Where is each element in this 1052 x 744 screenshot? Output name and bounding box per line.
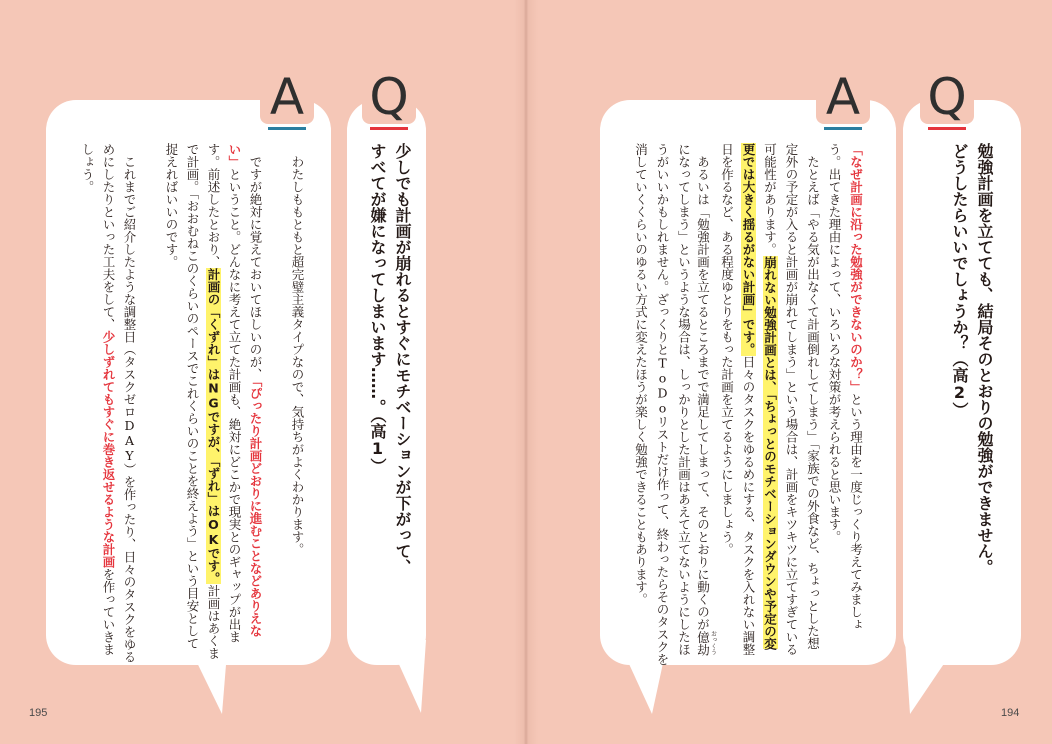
- ruby-word: [695, 630, 717, 656]
- text-run-plain: あるいは「勉強計画を立てるところまでで満足してしまって、そのとおりに動くのが: [695, 143, 711, 631]
- text-run-plain: になってしまう」というような場合は、しっかりとした計画はあえて立てないようにしたほ: [676, 143, 692, 656]
- answer-text-column: [716, 143, 738, 663]
- text-run-plain: 日を作るなど、ある程度ゆとりをもった計画を立てるようにしましょう。: [719, 143, 735, 556]
- answer-text-column: [161, 143, 182, 663]
- text-run-plain: 少しでも計画が崩れるとすぐにモチベーションが下がって、: [393, 143, 412, 575]
- left-question-badge: Q: [369, 68, 409, 126]
- text-run-plain: という理由を一度じっくり考えてみましょ: [848, 393, 864, 631]
- text-run-plain: ですが絶対に覚えておいてほしいのが、: [248, 143, 263, 381]
- right-answer-text: [630, 143, 867, 666]
- upright-latin-run: 1: [368, 439, 387, 458]
- question-text-column: [972, 143, 997, 663]
- text-run-highlight: 更では大きく揺るがない計画」です。: [741, 143, 756, 356]
- answer-text-column: [266, 143, 287, 663]
- answer-text-column: [140, 143, 161, 663]
- upright-latin-run: NG: [206, 380, 221, 411]
- left-question-badge-underline: [370, 127, 408, 130]
- answer-text-column: [245, 143, 266, 663]
- question-text-column: [947, 143, 972, 663]
- text-run-plain: 捉えればいいのです。: [164, 143, 179, 268]
- ruby-reading: おっくう: [709, 630, 717, 656]
- text-run-plain: 計画はあくま: [206, 584, 221, 660]
- text-run-plain: 日々のタスクをゆるめにする、タスクを入れない調整: [741, 355, 756, 656]
- text-run-plain: めにしたりといった工夫をして、: [101, 143, 116, 331]
- text-run-plain: しょう。: [80, 143, 95, 193]
- left-answer-text: [77, 143, 308, 663]
- answer-text-column: [845, 143, 867, 663]
- right-question-text: [947, 143, 997, 663]
- text-run-red: 少しずれてもすぐに巻き返せるような計画: [101, 330, 116, 568]
- text-run-plain: う。出てきた理由によって、いろいろな対策が考えられると思います。: [827, 143, 842, 543]
- answer-text-column: [802, 143, 824, 663]
- upright-latin-run: 2: [950, 383, 969, 402]
- text-run-plain: すべてが嫌になってしまいます……。（高1）: [368, 143, 387, 474]
- text-run-plain: ということ。どんなに考えて立てた計画も、絶対にどこかで現実とのギャップが出ま: [227, 168, 242, 643]
- text-run-plain: 消していくくらいのゆるい方式に変えたほうが楽しく勉強できることもあります。: [633, 143, 649, 606]
- text-run-plain: これまでご紹介したような調整日（タスクゼロDAY）を作ったり、日々のタスクをゆる: [122, 143, 137, 663]
- left-question-text: [365, 143, 415, 663]
- page-number-right: 194: [1001, 707, 1020, 719]
- text-run-plain: 定外の予定が入ると計画が崩れてしまう」という場合は、計画をキツキツに立てすぎている: [784, 143, 799, 656]
- left-answer-badge: A: [269, 68, 305, 126]
- answer-text-column: [695, 143, 717, 663]
- answer-text-column: [98, 143, 119, 663]
- answer-text-column: [224, 143, 245, 663]
- page-number-left: 195: [29, 707, 48, 719]
- answer-text-column: [781, 143, 803, 663]
- text-run-plain: 勉強計画を立てても、結局そのとおりの勉強ができません。: [975, 143, 994, 575]
- text-run-plain: どうしたらいいでしょうか？（高2）: [950, 143, 969, 418]
- answer-text-column: [652, 143, 674, 666]
- text-run-red: 「ぴったり計画どおりに進むことなどありえな: [248, 380, 263, 637]
- text-run-plain: わたしももともと超完璧主義タイプなので、気持ちがよくわかります。: [290, 143, 305, 556]
- text-run-plain: たとえば「やる気が出なくて計画倒れしてしまう」「家族での外食など、ちょっとした想: [805, 143, 821, 650]
- text-run-plain: を作っていきま: [101, 568, 116, 656]
- text-run-red: 「なぜ計画に沿った勉強ができないのか？」: [848, 143, 864, 393]
- text-run-plain: で計画。「おおむねこのくらいのペースでこれくらいのことを終えよう」という目安として: [185, 143, 200, 650]
- answer-text-column: [630, 143, 652, 663]
- text-run-highlight: 崩れない勉強計画とは、「ちょっとのモチベーションダウンや予定の変: [762, 255, 778, 650]
- text-run-red: い」: [227, 143, 242, 168]
- ruby-base: 億劫: [695, 630, 711, 656]
- text-run-plain: 可能性があります。: [762, 143, 778, 256]
- answer-text-column: [119, 143, 140, 663]
- upright-latin-run: OK: [206, 516, 221, 547]
- upright-latin-run: ToDo: [655, 355, 670, 416]
- upright-latin-run: DAY: [122, 418, 137, 463]
- answer-text-column: [673, 143, 695, 663]
- text-run-plain: す。前述したとおり、: [206, 143, 221, 268]
- question-text-column: [365, 143, 390, 663]
- answer-text-column: [759, 143, 781, 663]
- answer-text-column: [824, 143, 846, 663]
- right-answer-badge-underline: [824, 127, 862, 130]
- right-question-badge: Q: [927, 68, 967, 126]
- right-question-badge-underline: [928, 127, 966, 130]
- left-answer-badge-underline: [268, 127, 306, 130]
- answer-text-column: [182, 143, 203, 663]
- answer-text-column: [287, 143, 308, 663]
- answer-text-column: [77, 143, 98, 663]
- answer-text-column: [203, 143, 224, 663]
- answer-text-column: [738, 143, 760, 663]
- text-run-highlight: 計画の「くずれ」はNGですが、「ずれ」はOKです。: [206, 268, 221, 585]
- question-text-column: [390, 143, 415, 663]
- text-run-plain: うがいいかもしれません。ざっくりとToDoリストだけ作って、終わったらそのタスクを: [655, 143, 670, 666]
- right-answer-badge: A: [825, 68, 861, 126]
